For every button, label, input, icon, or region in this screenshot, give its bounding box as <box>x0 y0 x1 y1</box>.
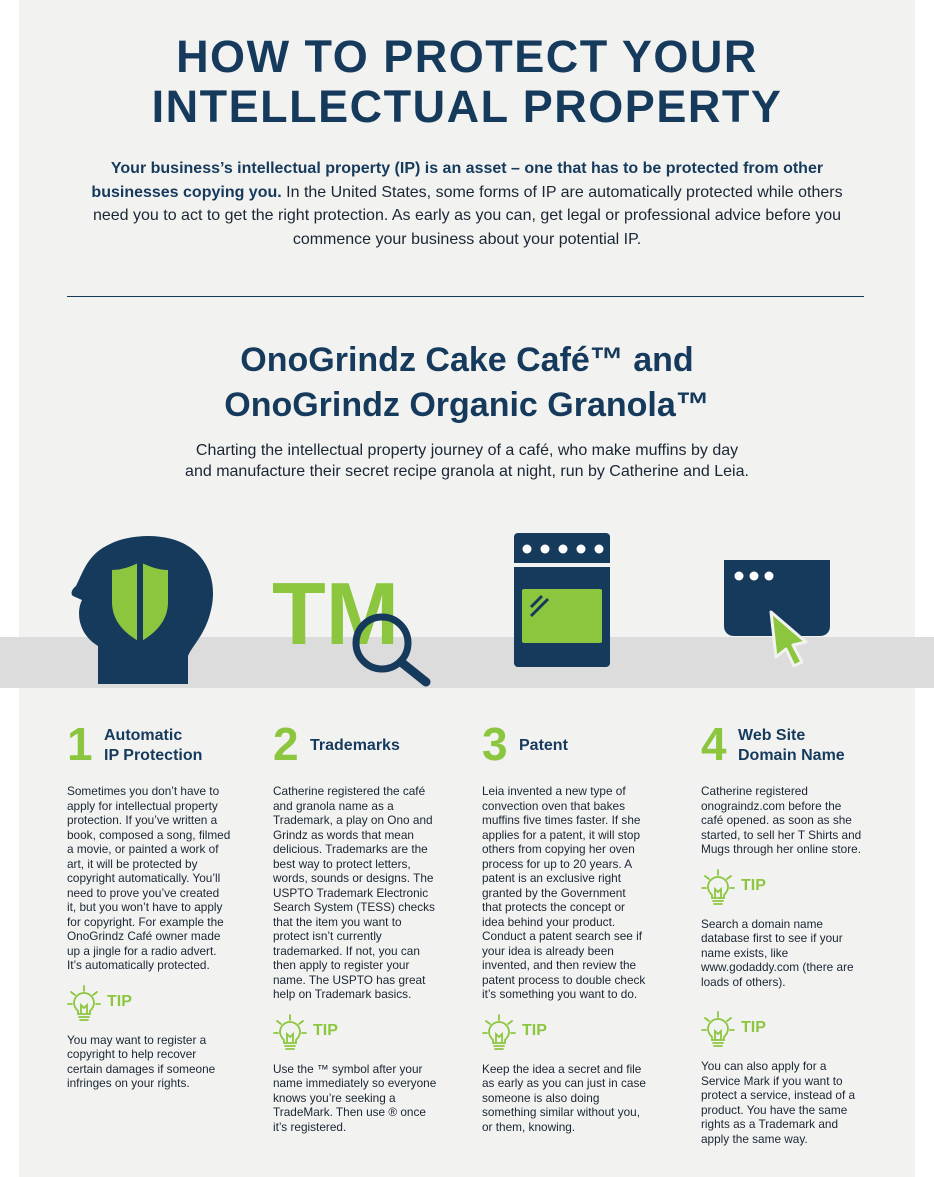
step-number: 1 <box>67 718 93 770</box>
column-header <box>67 718 231 778</box>
column-body: Leia invented a new type of convection oven that bakes muffins five times faster. If she applies for a patent, it will stop others from copying her oven process for up to 20 years. A patent is an exclusive right granted by the Government that protects the concept or idea behind your product. Conduct a patent search see if your idea is already been invented, and then review the patent process to double check it’s something you want to do. <box>482 784 646 1001</box>
page-title-line2: INTELLECTUAL PROPERTY <box>151 81 783 132</box>
column-title-line2: Domain Name <box>738 747 845 764</box>
column-domain-name <box>701 718 865 1146</box>
column-trademarks <box>273 718 437 1134</box>
case-study-title-line2: OnoGrindz Organic Granola™ <box>224 386 710 424</box>
tip-header <box>701 869 865 913</box>
column-body: Catherine registered onograindz.com before the café opened. as soon as she started, to sell her T Shirts and Mugs through her online store. <box>701 784 862 856</box>
tip-text: Keep the idea a secret and file as early as you can just in case someone is also doing something similar without you, or them, knowing. <box>482 1061 646 1134</box>
oven-icon <box>514 533 610 667</box>
lightbulb-icon <box>701 1011 735 1049</box>
column-body: Sometimes you don’t have to apply for intellectual property protection. If you’ve written a book, composed a song, filmed a movie, or painted a work of art, it will be protected by copyright automatically. You’ll need to prove you’ve created it, but you won’t have to apply for copyright. For example the OnoGrindz Café owner made up a jingle for a radio advert. It’s automatically protected. <box>67 784 231 972</box>
step-number: 4 <box>701 718 727 770</box>
trademark-search-icon <box>272 572 434 688</box>
intro-bold: Your business’s intellectual property (IP) is an asset – one that has to be protected from other businesses copying you. <box>91 160 824 201</box>
case-study-description-line2: and manufacture their secret recipe granola at night, run by Catherine and Leia. <box>185 463 749 480</box>
column-title-line1: Automatic <box>104 727 183 744</box>
tip-label: TIP <box>741 876 766 894</box>
tip-header <box>701 1011 865 1055</box>
lightbulb-icon <box>273 1014 307 1052</box>
column-title-line2: IP Protection <box>104 747 203 764</box>
lightbulb-icon <box>482 1014 516 1052</box>
lightbulb-icon <box>67 985 101 1023</box>
step-number: 3 <box>482 718 508 770</box>
column-header <box>482 718 646 778</box>
tip-text: Use the ™ symbol after your name immediately so everyone knows you’re seeking a TradeMark. Then use ® once it’s registered. <box>273 1061 437 1134</box>
tip-text: You may want to register a copyright to help recover certain damages if someone infringes on your rights. <box>67 1032 216 1090</box>
column-title: Trademarks <box>310 737 400 754</box>
column-patent <box>482 718 646 1134</box>
column-automatic-ip <box>67 718 231 1091</box>
column-header <box>273 718 437 778</box>
column-title: Patent <box>519 737 568 754</box>
tip-header <box>67 985 231 1029</box>
step-number: 2 <box>273 718 299 770</box>
column-title <box>104 726 202 766</box>
case-study-description-line1: Charting the intellectual property journey of a café, who make muffins by day <box>195 442 739 459</box>
tip-text: You can also apply for a Service Mark if you want to protect a service, instead of a product. You have the same rights as a Trademark and apply the same way. <box>701 1059 856 1146</box>
intro-paragraph <box>90 157 844 251</box>
intro-rest: In the United States, some forms of IP are automatically protected while others need you to act to get the right protection. As early as you can, get legal or professional advice before you commence your business about your potential IP. <box>92 183 843 248</box>
case-study-title <box>0 338 934 428</box>
case-study-description <box>140 440 794 482</box>
page-title <box>0 32 934 132</box>
lightbulb-icon <box>701 869 735 907</box>
trademark-letters: TM <box>272 572 400 663</box>
column-title <box>738 726 845 766</box>
web-cursor-icon <box>724 560 832 688</box>
head-shield-icon <box>70 534 220 690</box>
tip-label: TIP <box>313 1021 338 1039</box>
section-divider <box>67 296 864 297</box>
column-header <box>701 718 865 778</box>
page-title-line1: HOW TO PROTECT YOUR <box>176 31 758 82</box>
tip-label: TIP <box>522 1021 547 1039</box>
column-title-line1: Web Site <box>738 727 806 744</box>
tip-header <box>482 1014 646 1058</box>
tip-label: TIP <box>741 1019 766 1036</box>
tip-label: TIP <box>107 992 132 1010</box>
column-body: Catherine registered the café and granola name as a Trademark, a play on Ono and Grindz as words that mean delicious. Trademarks are the best way to protect letters, words, sounds or designs. The USPTO Trademark Electronic Search System (TESS) checks that the item you want to protect isn’t currently trademarked. If not, you can then apply to register your name. The USPTO has great help on Trademark basics. <box>273 784 435 1001</box>
tip-header <box>273 1014 437 1058</box>
case-study-title-line1: OnoGrindz Cake Café™ and <box>240 341 694 379</box>
tip-text: Search a domain name database first to see if your name exists, like www.godaddy.com (there are loads of others). <box>701 916 854 989</box>
